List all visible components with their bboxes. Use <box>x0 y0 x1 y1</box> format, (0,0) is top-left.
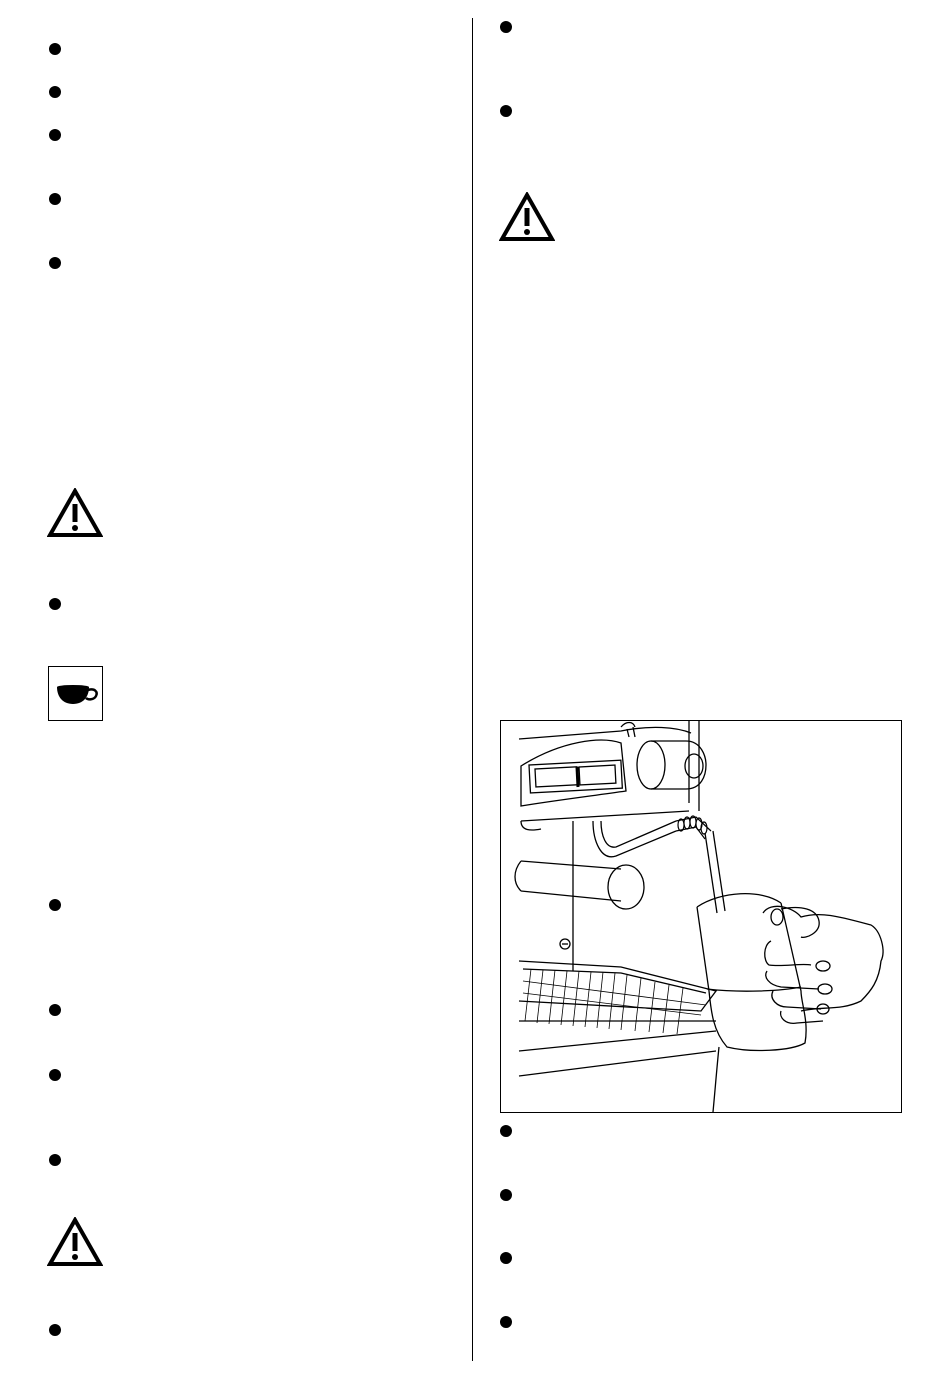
bullet-point <box>49 1069 61 1081</box>
bullet-point <box>49 1324 61 1336</box>
bullet-point <box>49 86 61 98</box>
bullet-point <box>49 598 61 610</box>
bullet-point <box>49 1154 61 1166</box>
bullet-point <box>500 105 512 117</box>
bullet-point <box>500 1316 512 1328</box>
bullet-point <box>49 899 61 911</box>
warning-triangle-icon <box>47 488 103 538</box>
bullet-point <box>49 193 61 205</box>
bullet-point <box>500 1252 512 1264</box>
steam-wand-illustration <box>500 720 902 1113</box>
bullet-point <box>500 1189 512 1201</box>
warning-triangle-icon <box>47 1217 103 1267</box>
bullet-point <box>49 257 61 269</box>
coffee-cup-icon <box>48 666 103 721</box>
warning-triangle-icon <box>499 192 555 242</box>
bullet-point <box>49 1004 61 1016</box>
bullet-point <box>500 1125 512 1137</box>
column-divider <box>472 18 473 1361</box>
bullet-point <box>49 43 61 55</box>
bullet-point <box>49 129 61 141</box>
bullet-point <box>500 21 512 33</box>
